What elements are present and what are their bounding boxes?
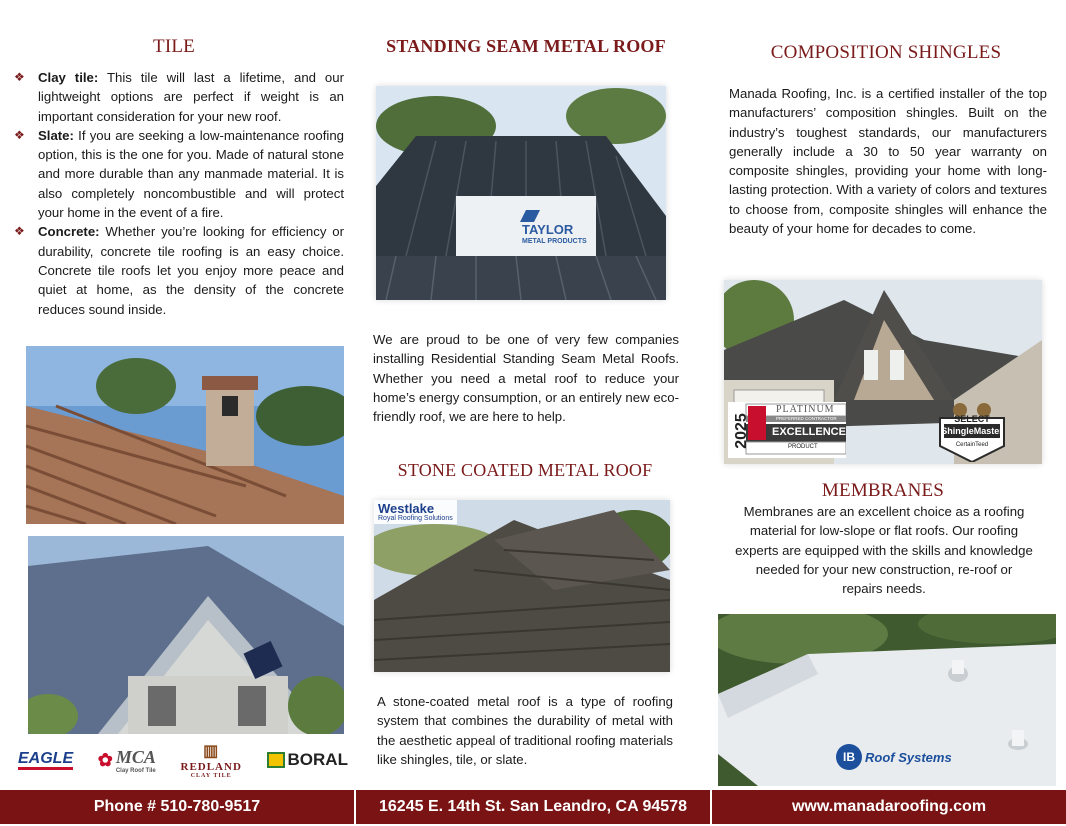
boral-logo xyxy=(267,750,348,770)
redland-emblem-icon: ▥ xyxy=(203,743,220,760)
clay-tile-roof-photo xyxy=(26,346,344,524)
tile-description: Whether you’re looking for efficiency or durability, concrete tile roofing is an easy choice. Concrete tile roofs let you enjoy more peace and quiet at home, as the density of the concrete reduces sound inside. xyxy=(38,224,344,317)
standing-seam-body: We are proud to be one of very few companies installing Residential Standing Seam Metal Roofs. Whether you need a metal roof to reduce your home’s energy consumption, or an entirely new eco-friendly roof, we are here to help. xyxy=(373,332,679,425)
list-item xyxy=(14,68,344,126)
taylor-logo-text: TAYLOR xyxy=(522,222,574,237)
redland-logo-subtext: CLAY TILE xyxy=(190,773,232,779)
tile-term: Clay tile: xyxy=(38,70,99,85)
tile-term: Slate: xyxy=(38,127,74,143)
contact-footer xyxy=(0,790,1066,824)
badge-excellence: EXCELLENCE xyxy=(772,426,846,438)
tile-heading: TILE xyxy=(153,36,195,57)
badge-shinglemaster: ShingleMaster xyxy=(941,426,1003,436)
footer-phone[interactable]: Phone # 510-780-9517 xyxy=(93,798,261,815)
ib-logo-mark-icon: IB xyxy=(836,744,862,770)
footer-address: 16245 E. 14th St. San Leandro, CA 94578 xyxy=(379,798,687,815)
taylor-metal-logo xyxy=(522,224,587,248)
ib-roof-systems-logo xyxy=(836,744,952,770)
footer-website-link[interactable]: www.manadaroofing.com xyxy=(791,798,987,815)
membranes-body: Membranes are an excellent choice as a roofing material for low-slope or flat roofs. Our roofing experts are equipped with the skills and knowledge needed for your new construction, re-roof or repairs needs. xyxy=(735,504,1033,597)
platinum-contractor-badge xyxy=(728,402,846,458)
composition-body: Manada Roofing, Inc. is a certified installer of the top manufacturers’ composition shingles. Built on the industry’s toughest standards, our manufacturers generally include a 30 to 50 year warranty on composite shingles, providing your home with long-lasting protection. With a variety of colors and textures to choose from, composite shingles will enhance the beauty of your home for decades to come. xyxy=(729,86,1047,237)
standing-seam-heading: STANDING SEAM METAL ROOF xyxy=(386,36,666,56)
westlake-logo xyxy=(374,500,457,524)
select-shinglemaster-badge xyxy=(930,400,1014,462)
redland-logo xyxy=(181,741,242,779)
stone-coated-body: A stone-coated metal roof is a type of roofing system that combines the durability of metal with the aesthetic appeal of traditional roofing materials like shingles, tile, or slate. xyxy=(377,694,673,767)
stone-coated-heading: STONE COATED METAL ROOF xyxy=(397,460,653,480)
tile-manufacturer-logos xyxy=(18,738,348,782)
boral-logo-text: BORAL xyxy=(287,750,348,769)
composition-shingle-photo xyxy=(724,280,1042,464)
diamond-bullet-icon: ❖ xyxy=(14,70,25,84)
badge-contractor: PREFERRED CONTRACTOR xyxy=(776,416,837,421)
badge-platinum: PLATINUM xyxy=(776,404,835,415)
badge-year: 2025 xyxy=(732,413,750,449)
tile-list xyxy=(14,68,344,319)
westlake-logo-subtext: Royal Roofing Solutions xyxy=(378,515,453,522)
stone-coated-roof-photo xyxy=(374,500,670,672)
list-item xyxy=(14,126,344,222)
tile-description: This tile will last a lifetime, and our lightweight options are perfect if weight is an important consideration for your new roof. xyxy=(38,70,344,124)
diamond-bullet-icon: ❖ xyxy=(14,127,25,142)
composition-heading: COMPOSITION SHINGLES xyxy=(770,42,1002,63)
mca-emblem-icon: ✿ xyxy=(97,749,113,770)
ib-logo-text: Roof Systems xyxy=(865,749,952,765)
eagle-logo: EAGLE xyxy=(18,751,73,770)
boral-mark-icon xyxy=(267,752,285,768)
tile-term: Concrete: xyxy=(38,224,100,240)
taylor-logo-subtext: METAL PRODUCTS xyxy=(522,238,587,245)
badge-select: SELECT xyxy=(954,414,990,424)
westlake-logo-text: Westlake xyxy=(378,501,435,516)
slate-roof-photo xyxy=(28,536,344,734)
standing-seam-roof-photo xyxy=(376,86,666,300)
membranes-heading: MEMBRANES xyxy=(821,480,945,501)
membrane-roof-photo xyxy=(718,614,1056,786)
mca-logo-subtext: Clay Roof Tile xyxy=(115,767,156,774)
badge-product: PRODUCT xyxy=(788,444,818,450)
mca-logo xyxy=(98,747,156,774)
tile-description: If you are seeking a low-maintenance roofing option, this is the one for you. Made of natural stone and more durable than any manmade material. It is also completely noncombustible and will protect your home in the event of a fire. xyxy=(38,127,344,221)
redland-logo-text: REDLAND xyxy=(180,761,242,773)
mca-logo-text: MCA xyxy=(115,746,156,767)
diamond-bullet-icon: ❖ xyxy=(14,224,25,239)
list-item xyxy=(14,222,344,318)
badge-certainteed: CertainTeed xyxy=(955,442,989,448)
